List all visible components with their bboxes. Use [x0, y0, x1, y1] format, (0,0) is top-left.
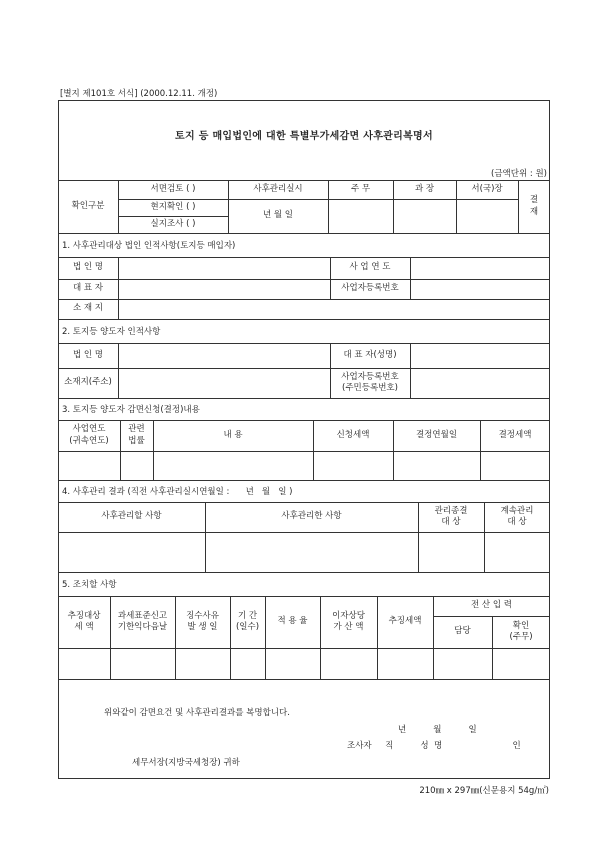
statement-text: 위와같이 감면요건 및 사후관리결과를 복명합니다.: [104, 708, 290, 718]
s2-business-number-label: 사업자등록번호 (주민등록번호): [341, 371, 399, 393]
s4-col-continued: 계속관리 대 상: [500, 505, 534, 527]
s1-address-field[interactable]: [119, 300, 549, 318]
s2-representative-label: 대 표 자(성명): [343, 349, 397, 360]
addressee: 세무서장(지방국세청장) 귀하: [132, 758, 240, 768]
s4-col-to-manage: 사후관리할 사항: [101, 511, 162, 522]
s3-col-requested-tax: 신청세액: [336, 429, 370, 440]
s1-business-year-label: 사 업 연 도: [349, 262, 391, 273]
s4-data-row[interactable]: [59, 533, 549, 571]
s2-corp-name-field[interactable]: [119, 344, 329, 367]
s5-col-period: 기 간 (일수): [235, 610, 260, 632]
form-title: 토지 등 매입법인에 대한 특별부가세감면 사후관리복명서: [175, 131, 433, 142]
paper-spec: 210㎜ x 297㎜(신문용지 54g/㎡): [419, 786, 549, 796]
s1-business-number-label: 사업자등록번호: [341, 283, 399, 294]
section3-title: 3. 토지등 양도자 감면신청(결정)내용: [62, 405, 200, 415]
s1-corp-name-label: 법 인 명: [72, 262, 104, 273]
followup-date-header: 사후관리실시: [253, 183, 303, 194]
s5-col-collection-date: 징수사유 발 생 일: [186, 610, 219, 632]
role-section-chief: 과 장: [414, 183, 435, 194]
s2-business-number-field[interactable]: [411, 369, 549, 397]
s3-col-decided-tax: 결정세액: [498, 429, 532, 440]
s2-representative-field[interactable]: [411, 344, 549, 367]
section1-title: 1. 사후관리대상 법인 인적사항(토지등 매입자): [62, 241, 236, 251]
section4-title: 4. 사후관리 결과 (직전 사후관리실시연월일 : 년 월 일 ): [62, 487, 293, 497]
role-staff: 주 무: [350, 183, 371, 194]
s3-data-row[interactable]: [59, 452, 549, 479]
approval-label: 결 재: [529, 195, 539, 217]
s5-col-interest-amount: 이자상당 가 산 액: [332, 610, 365, 632]
option-site-check[interactable]: 현지확인 ( ): [150, 201, 196, 212]
confirm-type-header: 확인구분: [71, 200, 105, 211]
s5-col-confirm-main: 확인 (주무): [509, 620, 533, 642]
option-field-audit[interactable]: 실지조사 ( ): [150, 218, 196, 229]
s5-col-filing-deadline: 과세표준신고 기한익다음날: [117, 610, 168, 632]
s2-corp-name-label: 법 인 명: [72, 349, 104, 360]
s5-data-row[interactable]: [59, 649, 549, 678]
form-identifier: [별지 제101호 서식] (2000.12.11. 개정): [60, 89, 218, 99]
s5-col-tax-to-collect: 추징대상 세 액: [67, 610, 101, 632]
s1-address-label: 소 재 지: [72, 303, 104, 314]
s1-representative-label: 대 표 자: [72, 283, 104, 294]
amount-unit: (금액단위 : 원): [491, 169, 547, 179]
s1-corp-name-field[interactable]: [119, 258, 329, 278]
investigator-signature-line[interactable]: 조사자 직 성 명 인: [347, 741, 521, 751]
s5-col-staff: 담당: [454, 626, 471, 637]
s3-col-business-year: 사업연도 (귀속연도): [69, 424, 109, 446]
statement-date[interactable]: 년 월 일: [398, 725, 477, 735]
s2-address-field[interactable]: [119, 369, 329, 397]
s2-address-label: 소재지(주소): [64, 377, 112, 388]
section2-title: 2. 토지등 양도자 인적사항: [62, 327, 161, 337]
role-office-head: 서(국)장: [471, 183, 503, 194]
s4-col-closed: 관리종결 대 상: [434, 505, 468, 527]
s3-col-related-law: 관련 법률: [128, 424, 145, 446]
s5-col-applied-rate: 적 용 율: [277, 616, 308, 627]
section5-title: 5. 조치할 사항: [62, 580, 117, 590]
s1-business-year-field[interactable]: [411, 258, 549, 278]
s5-computer-entry-header: 전 산 입 력: [471, 600, 512, 611]
option-document-review[interactable]: 서면검토 ( ): [150, 183, 196, 194]
s4-col-managed: 사후관리한 사항: [281, 511, 342, 522]
s1-business-number-field[interactable]: [411, 280, 549, 298]
followup-date-value[interactable]: 년 월 일: [262, 210, 294, 221]
s5-col-collected-tax: 추징세액: [388, 616, 422, 627]
s3-col-decision-date: 결정연월일: [415, 429, 458, 440]
s3-col-content: 내 용: [223, 429, 243, 440]
s1-representative-field[interactable]: [119, 280, 329, 298]
